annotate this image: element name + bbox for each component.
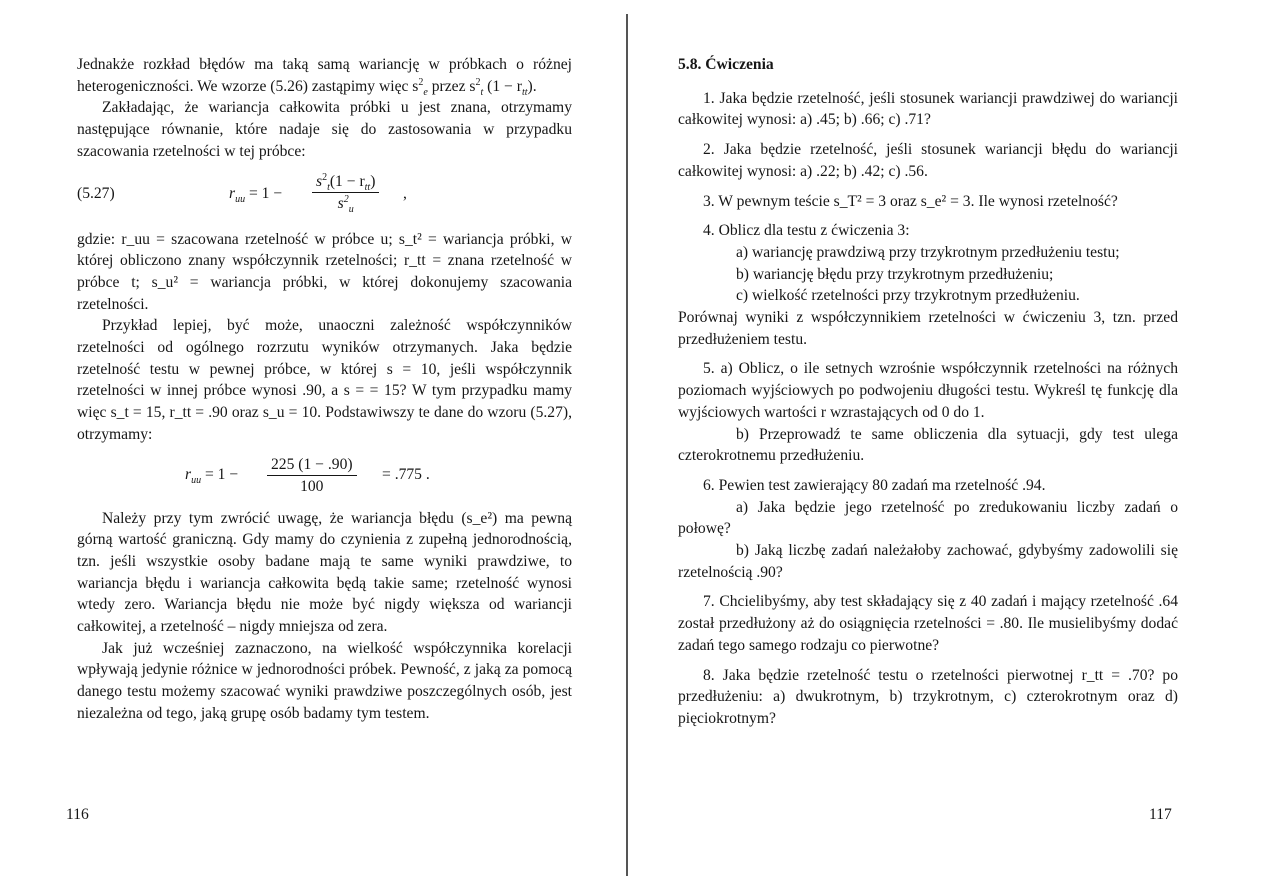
exercise-2: 2. Jaka będzie rzetelność, jeśli stosunek wariancji błędu do wariancji całkowitej wynosi: a) .22; b) .42; c) .56. [678, 141, 1178, 180]
section-heading: 5.8. Ćwiczenia [678, 56, 774, 73]
equation-lhs: $r_{uu} = 1$ − [229, 184, 283, 205]
paragraph-definitions: gdzie: r_uu = szacowana rzetelność w próbce u; s_t² = wariancja próbki, w której obliczono znany współczynnik rzetelności; r_tt = znana rzetelność w próbce t; s_u² = wariancja próbki, w której dokonujemy szacowania rzetelności. [77, 230, 572, 313]
page-number-left: 116 [66, 806, 89, 823]
exercise-6: 6. Pewien test zawierający 80 zadań ma rzetelność .94. [703, 476, 1046, 494]
exercise-6a: a) Jaka będzie jego rzetelność po zredukowaniu liczby zadań o połowę? [678, 498, 1178, 538]
paragraph-assumption: Zakładając, że wariancja całkowita próbki u jest znana, otrzymamy następujące równanie, które nadaje się do zastosowania w przypadku szacowania rzetelności w tej próbce: [77, 99, 572, 160]
exercise-5a: 5. a) Oblicz, o ile setnych wzrośnie współczynnik rzetelności na różnych poziomach wyjściowych po podwojeniu długości testu. Wykreśl tę funkcję dla wyjściowych wartości r wzrastających od 0 do 1. [678, 360, 1178, 421]
equation-5-27: (5.27) $r_{uu} = 1$ − $s^2_t(1 - r_{tt})$ $s^2_u$ , [77, 171, 407, 216]
paragraph-error-variance: Należy przy tym zwrócić uwagę, że wariancja błędu (s_e²) ma pewną górną wartość graniczną. Gdy mamy do czynienia z zupełną jednorodnością, tzn. jeśli wszystkie osoby badane mają te same wyniki prawdziwe, to wariancja błędu i wariancja całkowita będą takie same; rzetelność wynosi wtedy zero. Wariancja błędu nie może być nigdy większa od wariancji całkowitej, a rzetelność – nigdy mniejsza od zera. [77, 509, 572, 636]
exercise-8: 8. Jaka będzie rzetelność testu o rzetelności pierwotnej r_tt = .70? po przedłużeniu: a) dwukrotnym, b) trzykrotnym, c) czterokrotnym oraz d) pięciokrotnym? [678, 666, 1178, 727]
equation-fraction: $s^2_t(1 - r_{tt})$ $s^2_u$ [312, 171, 379, 215]
book-gutter [626, 14, 628, 876]
page-number-right: 117 [1149, 806, 1172, 823]
exercise-1: 1. Jaka będzie rzetelność, jeśli stosunek wariancji prawdziwej do wariancji całkowitej wynosi: a) .45; b) .66; c) .71? [678, 89, 1178, 129]
paragraph-intro: Jednakże rozkład błędów ma taką samą wariancję w próbkach o różnej heterogeniczności. We wzorze (5.26) zastąpimy więc $s^2_e$ przez $s^2_t$ $(1 - r_{tt})$. [77, 56, 572, 98]
equation-label: (5.27) [77, 184, 115, 202]
equation-example: $r_{uu} = 1$ − $\frac{225 (1 - .90)}{100}$ = .775 . [77, 454, 572, 504]
left-page [77, 54, 572, 725]
exercise-7: 7. Chcielibyśmy, aby test składający się z 40 zadań i mający rzetelność .64 został przedłużony aż do osiągnięcia rzetelności = .80. Ile musielibyśmy dodać zadań tego samego rodzaju co pierwotne? [678, 593, 1178, 654]
exercise-4a: a) wariancję prawdziwą przy trzykrotnym przedłużeniu testu; [736, 243, 1120, 261]
paragraph-example: Przykład lepiej, być może, unaoczni zależność współczynników rzetelności od ogólnego rozrzutu wyników otrzymanych. Jaka będzie rzetelność testu w pewnej próbce, w której s = 10, jeśli współczynnik rzetelności w innej próbce wynosi .90, a s = = 15? W tym przypadku mamy więc s_t = 15, r_tt = .90 oraz s_u = 10. Podstawiwszy te dane do wzoru (5.27), otrzymamy: [77, 317, 572, 443]
equation-example-fraction: $\frac{225 (1 - .90)}{100}$ [267, 454, 357, 498]
equation-example-result: = .775 . [382, 465, 430, 483]
exercise-3: 3. W pewnym teście s_T² = 3 oraz s_e² = 3. Ile wynosi rzetelność? [703, 192, 1118, 210]
exercise-5b: b) Przeprowadź te same obliczenia dla sytuacji, gdy test ulega czterokrotnemu przedłużeniu. [678, 425, 1178, 465]
exercise-4c: c) wielkość rzetelności przy trzykrotnym przedłużeniu. [736, 287, 1080, 305]
paragraph-conclusion: Jak już wcześniej zaznaczono, na wielkość współczynnika korelacji wpływają jedynie różnice w jednorodności próbek. Pewność, z jaką za pomocą danego testu możemy szacować wyniki prawdziwe poszczególnych osób, jest niezależna od tego, jaką grupę osób badamy tym testem. [77, 639, 572, 722]
exercise-4d: Porównaj wyniki z współczynnikiem rzetelności w ćwiczeniu 3, tzn. przed przedłużeniem testu. [678, 309, 1178, 348]
right-page [678, 54, 1178, 730]
exercise-4b: b) wariancję błędu przy trzykrotnym przedłużeniu; [736, 265, 1054, 283]
exercise-6b: b) Jaką liczbę zadań należałoby zachować, gdybyśmy zadowolili się rzetelnością .90? [678, 542, 1178, 581]
exercise-4: 4. Oblicz dla testu z ćwiczenia 3: [703, 222, 910, 240]
